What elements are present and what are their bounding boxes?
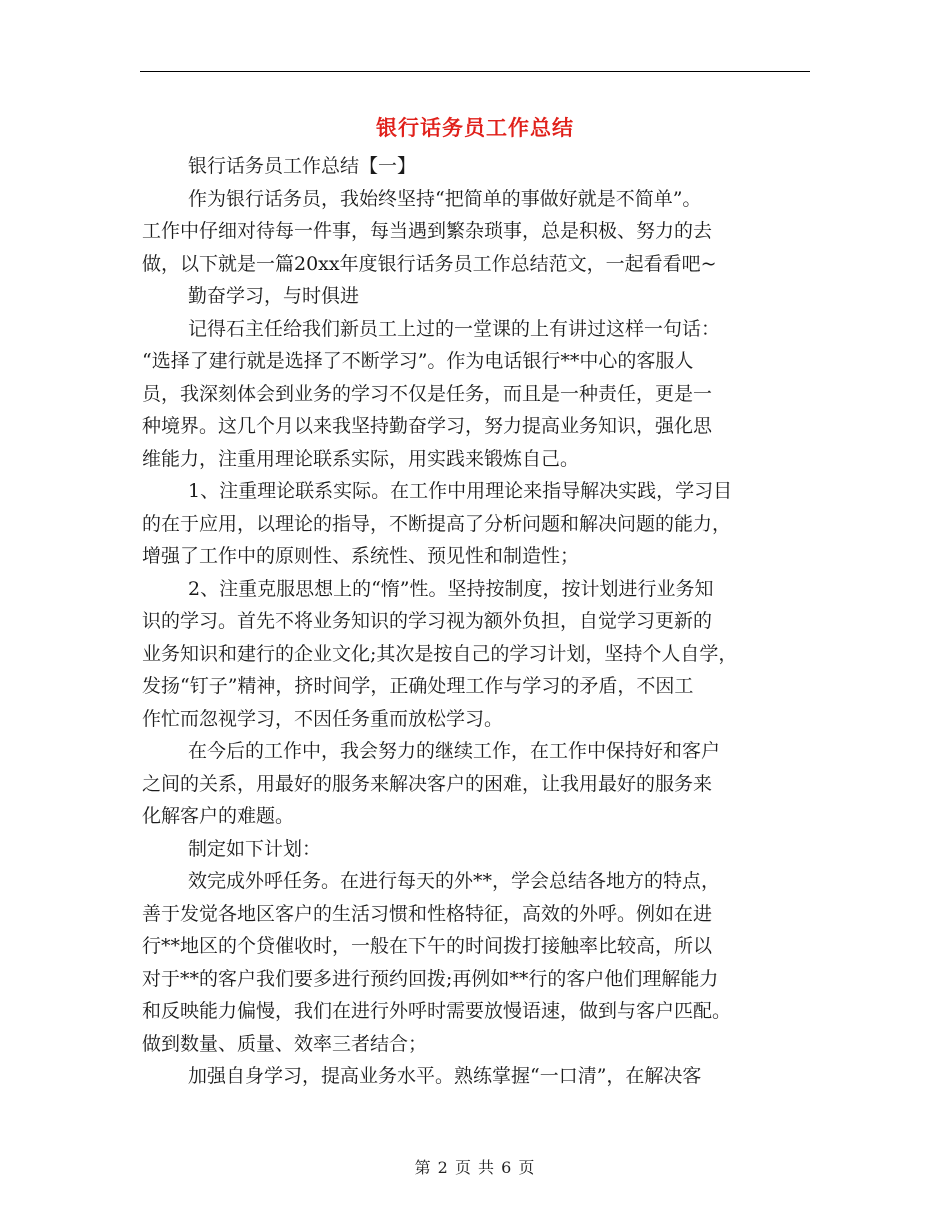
text-line: 化解客户的难题。: [142, 805, 295, 827]
text-line: 和反映能力偏慢，我们在进行外呼时需要放慢语速，做到与客户匹配。: [142, 1000, 732, 1022]
text-line: 维能力，注重用理论联系实际，用实践来锻炼自己。: [142, 447, 580, 470]
paragraph: [142, 573, 812, 736]
text-line: 善于发觉各地区客户的生活习惯和性格特征，高效的外呼。例如在进: [142, 902, 713, 925]
paragraph: [142, 475, 812, 573]
text-line: 识的学习。首先不将业务知识的学习视为额外负担，自觉学习更新的: [142, 610, 713, 632]
paragraph: [142, 150, 812, 183]
text-line: 业务知识和建行的企业文化;其次是按自己的学习计划，坚持个人自学，: [142, 642, 738, 665]
text-line: 效完成外呼任务。在进行每天的外**，学会总结各地方的特点，: [188, 870, 721, 892]
text-line: 银行话务员工作总结【一】: [188, 155, 417, 177]
text-line: 制定如下计划：: [188, 837, 322, 860]
text-line: 种境界。这几个月以来我坚持勤奋学习，努力提高业务知识，强化思: [142, 415, 713, 437]
paragraph: [142, 183, 812, 281]
text-line: 1、注重理论联系实际。在工作中用理论来指导解决实践，学习目: [188, 480, 733, 502]
document-title: 银行话务员工作总结: [376, 116, 574, 140]
paragraph: [142, 1060, 812, 1093]
text-line: “选择了建行就是选择了不断学习”。作为电话银行**中心的客服人: [142, 350, 694, 372]
text-line: 加强自身学习，提高业务水平。熟练掌握“一口清”，在解决客: [188, 1065, 702, 1087]
paragraph: [142, 313, 812, 476]
document-body: [142, 150, 812, 1093]
text-line: 发扬“钉子”精神，挤时间学，正确处理工作与学习的矛盾，不因工: [142, 675, 694, 697]
text-line: 增强了工作中的原则性、系统性、预见性和制造性；: [142, 545, 580, 567]
page-footer: 第 2 页 共 6 页: [414, 1158, 536, 1177]
text-line: 作忙而忽视学习，不因任务重而放松学习。: [142, 707, 504, 730]
paragraph: [142, 865, 812, 1060]
paragraph: [142, 833, 812, 866]
text-line: 做，以下就是一篇20xx年度银行话务员工作总结范文，一起看看吧~: [142, 252, 717, 275]
text-line: 在今后的工作中，我会努力的继续工作，在工作中保持好和客户: [188, 740, 721, 762]
paragraph: [142, 280, 812, 313]
text-line: 对于**的客户我们要多进行预约回拨;再例如**行的客户他们理解能力: [142, 967, 719, 990]
text-line: 工作中仔细对待每一件事，每当遇到繁杂琐事，总是积极、努力的去: [142, 220, 713, 242]
text-line: 作为银行话务员，我始终坚持“把简单的事做好就是不简单”。: [188, 187, 702, 210]
text-line: 的在于应用，以理论的指导，不断提高了分析问题和解决问题的能力，: [142, 512, 732, 535]
paragraph: [142, 735, 812, 833]
text-line: 勤奋学习，与时俱进: [188, 285, 360, 307]
text-line: 2、注重克服思想上的“惰”性。坚持按制度，按计划进行业务知: [188, 577, 714, 600]
text-line: 记得石主任给我们新员工上过的一堂课的上有讲过这样一句话：: [188, 317, 721, 340]
header-rule: [140, 71, 810, 72]
text-line: 做到数量、质量、效率三者结合；: [142, 1032, 428, 1055]
text-line: 员，我深刻体会到业务的学习不仅是任务，而且是一种责任，更是一: [142, 382, 713, 405]
text-line: 之间的关系，用最好的服务来解决客户的困难，让我用最好的服务来: [142, 772, 713, 795]
text-line: 行**地区的个贷催收时，一般在下午的时间拨打接触率比较高，所以: [142, 935, 713, 957]
